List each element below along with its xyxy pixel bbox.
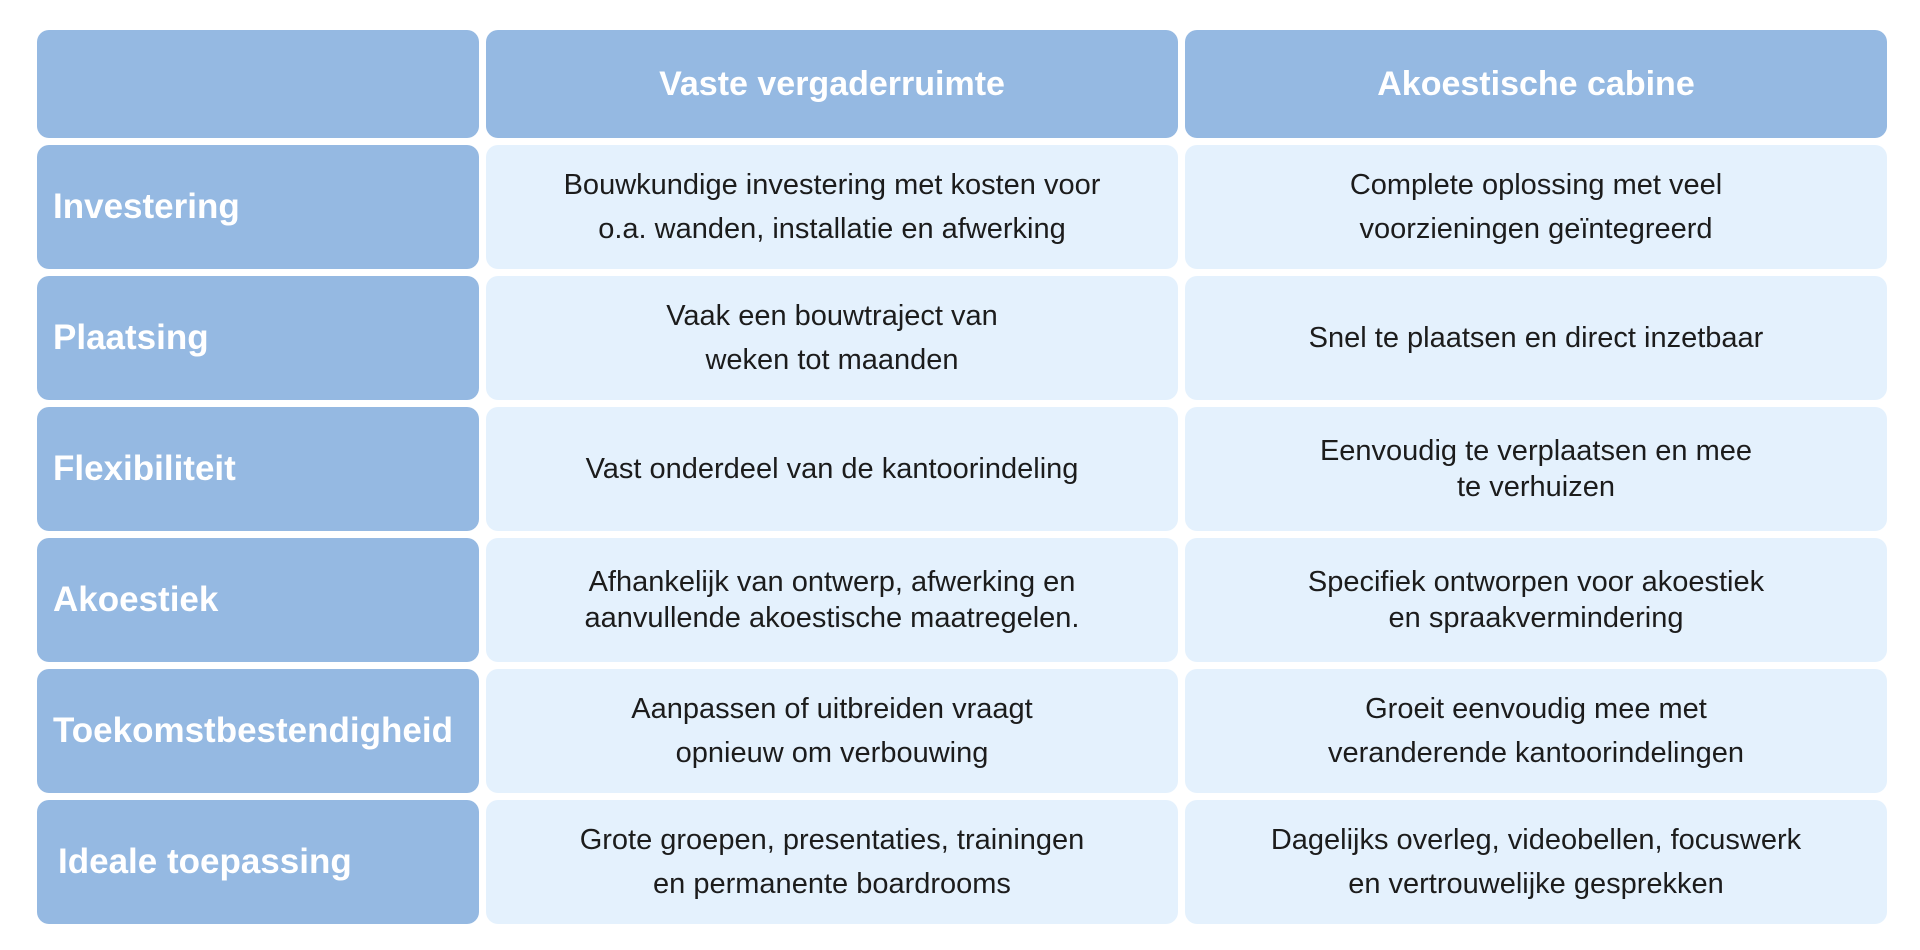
cell-toekomstbestendigheid-vaste xyxy=(486,669,1178,793)
cell-line: veranderende kantoorindelingen xyxy=(1328,737,1744,769)
header-akoestische-cabine: Akoestische cabine xyxy=(1185,30,1887,138)
cell-ideale-toepassing-cabine xyxy=(1185,800,1887,924)
cell-line: Bouwkundige investering met kosten voor xyxy=(563,169,1101,201)
cell-line: Aanpassen of uitbreiden vraagt xyxy=(631,693,1033,725)
cell-plaatsing-cabine xyxy=(1185,276,1887,400)
cell-line: Vaak een bouwtraject van xyxy=(666,300,998,332)
cell-line: Groeit eenvoudig mee met xyxy=(1365,693,1707,725)
cell-line: Vast onderdeel van de kantoorindeling xyxy=(585,453,1079,485)
row-label-toekomstbestendigheid: Toekomstbestendigheid xyxy=(37,669,479,793)
cell-line: te verhuizen xyxy=(1456,471,1615,503)
cell-line: en spraakvermindering xyxy=(1388,602,1684,634)
cell-line: Afhankelijk van ontwerp, afwerking en xyxy=(588,566,1076,598)
cell-line: weken tot maanden xyxy=(705,344,959,376)
header-vaste-vergaderruimte: Vaste vergaderruimte xyxy=(486,30,1178,138)
cell-line: Eenvoudig te verplaatsen en mee xyxy=(1319,435,1753,467)
cell-flexibiliteit-cabine xyxy=(1185,407,1887,531)
cell-line: Dagelijks overleg, videobellen, focuswerk xyxy=(1270,824,1802,856)
cell-akoestiek-vaste xyxy=(486,538,1178,662)
row-label-flexibiliteit: Flexibiliteit xyxy=(37,407,479,531)
cell-investering-vaste xyxy=(486,145,1178,269)
cell-line: Snel te plaatsen en direct inzetbaar xyxy=(1308,322,1764,354)
cell-line: opnieuw om verbouwing xyxy=(675,737,989,769)
cell-line: aanvullende akoestische maatregelen. xyxy=(584,602,1080,634)
row-label-investering: Investering xyxy=(37,145,479,269)
cell-line: voorzieningen geïntegreerd xyxy=(1359,213,1713,245)
cell-line: Specifiek ontworpen voor akoestiek xyxy=(1307,566,1765,598)
cell-plaatsing-vaste xyxy=(486,276,1178,400)
cell-line: o.a. wanden, installatie en afwerking xyxy=(598,213,1066,245)
cell-line: en vertrouwelijke gesprekken xyxy=(1348,868,1724,900)
cell-line: Grote groepen, presentaties, trainingen xyxy=(579,824,1085,856)
row-label-plaatsing: Plaatsing xyxy=(37,276,479,400)
cell-line: en permanente boardrooms xyxy=(653,868,1011,900)
row-label-ideale-toepassing: Ideale toepassing xyxy=(37,800,479,924)
header-corner-cell xyxy=(37,30,479,138)
row-label-akoestiek: Akoestiek xyxy=(37,538,479,662)
cell-ideale-toepassing-vaste xyxy=(486,800,1178,924)
cell-line: Complete oplossing met veel xyxy=(1349,169,1723,201)
cell-toekomstbestendigheid-cabine xyxy=(1185,669,1887,793)
cell-investering-cabine xyxy=(1185,145,1887,269)
comparison-table xyxy=(37,30,1887,924)
cell-akoestiek-cabine xyxy=(1185,538,1887,662)
cell-flexibiliteit-vaste xyxy=(486,407,1178,531)
